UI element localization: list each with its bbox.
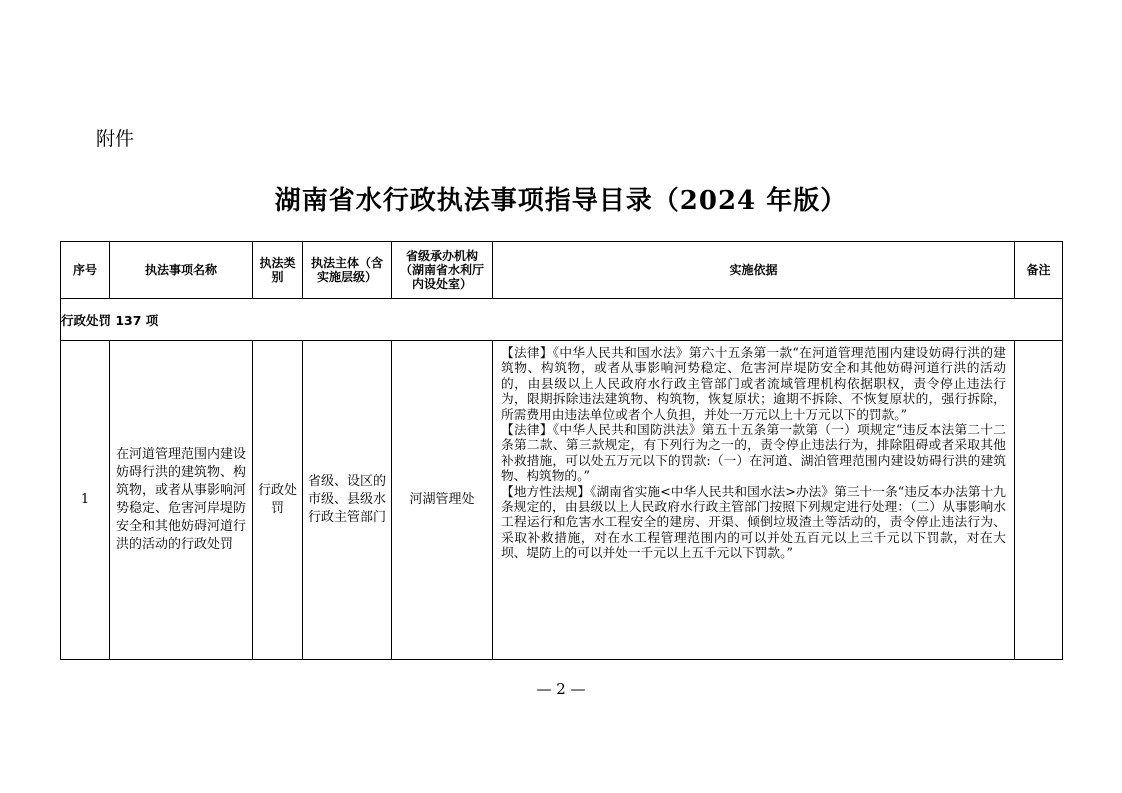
- attachment-label: 附件: [96, 128, 135, 150]
- table-row: [61, 341, 1063, 660]
- category-label: 行政处罚 137 项: [61, 299, 1063, 341]
- header-subject: 执法主体（含实施层级）: [303, 242, 392, 299]
- row-legal-basis: [493, 341, 1015, 660]
- row-item-name: 在河道管理范围内建设妨碍行洪的建筑物、构筑物，或者从事影响河势稳定、危害河岸堤防安全和其他妨碍河道行洪的活动的行政处罚: [110, 341, 253, 660]
- header-type: 执法类别: [253, 242, 303, 299]
- row-enforcement-type: 行政处罚: [253, 341, 303, 660]
- header-name: 执法事项名称: [110, 242, 253, 299]
- row-enforcement-subject: 省级、设区的市级、县级水行政主管部门: [303, 341, 392, 660]
- header-num: 序号: [61, 242, 110, 299]
- basis-paragraph: 【地方性法规】《湖南省实施<中华人民共和国水法>办法》第三十一条“违反本办法第十九条规定的，由县级以上人民政府水行政主管部门按照下列规定进行处理：（二）从事影响水工程运行和危害水工程安全的建房、开渠、倾倒垃圾渣土等活动的，责令停止违法行为、采取补救措施，对在水工程管理范围内的可以并处五百元以上三千元以下罚款，对在大坝、堤防上的可以并处一千元以上五千元以下罚款。”: [501, 483, 1006, 561]
- header-remark: 备注: [1015, 242, 1063, 299]
- row-num: 1: [61, 341, 110, 660]
- category-row: [61, 299, 1063, 341]
- header-basis: 实施依据: [493, 242, 1015, 299]
- table-header-row: [61, 242, 1063, 299]
- page-number: — 2 —: [536, 680, 586, 698]
- header-dept: 省级承办机构（湖南省水利厅内设处室）: [392, 242, 493, 299]
- basis-paragraph: 【法律】《中华人民共和国防洪法》第五十五条第一款第（一）项规定“违反本法第二十二条第二款、第三款规定，有下列行为之一的，责令停止违法行为，排除阻碍或者采取其他补救措施，可以处五万元以下的罚款:（一）在河道、湖泊管理范围内建设妨碍行洪的建筑物、构筑物的。”: [501, 422, 1006, 484]
- enforcement-catalog-table: [60, 241, 1063, 660]
- document-title: 湖南省水行政执法事项指导目录（2024 年版）: [274, 186, 848, 216]
- row-remark: [1015, 341, 1063, 660]
- row-department: 河湖管理处: [392, 341, 493, 660]
- basis-paragraph: 【法律】《中华人民共和国水法》第六十五条第一款“在河道管理范围内建设妨碍行洪的建筑物、构筑物，或者从事影响河势稳定、危害河岸堤防安全和其他妨碍河道行洪的活动的，由县级以上人民政府水行政主管部门或者流域管理机构依据职权，责令停止违法行为，限期拆除违法建筑物、构筑物，恢复原状；逾期不拆除、不恢复原状的，强行拆除，所需费用由违法单位或者个人负担，并处一万元以上十万元以下的罚款。”: [501, 345, 1006, 422]
